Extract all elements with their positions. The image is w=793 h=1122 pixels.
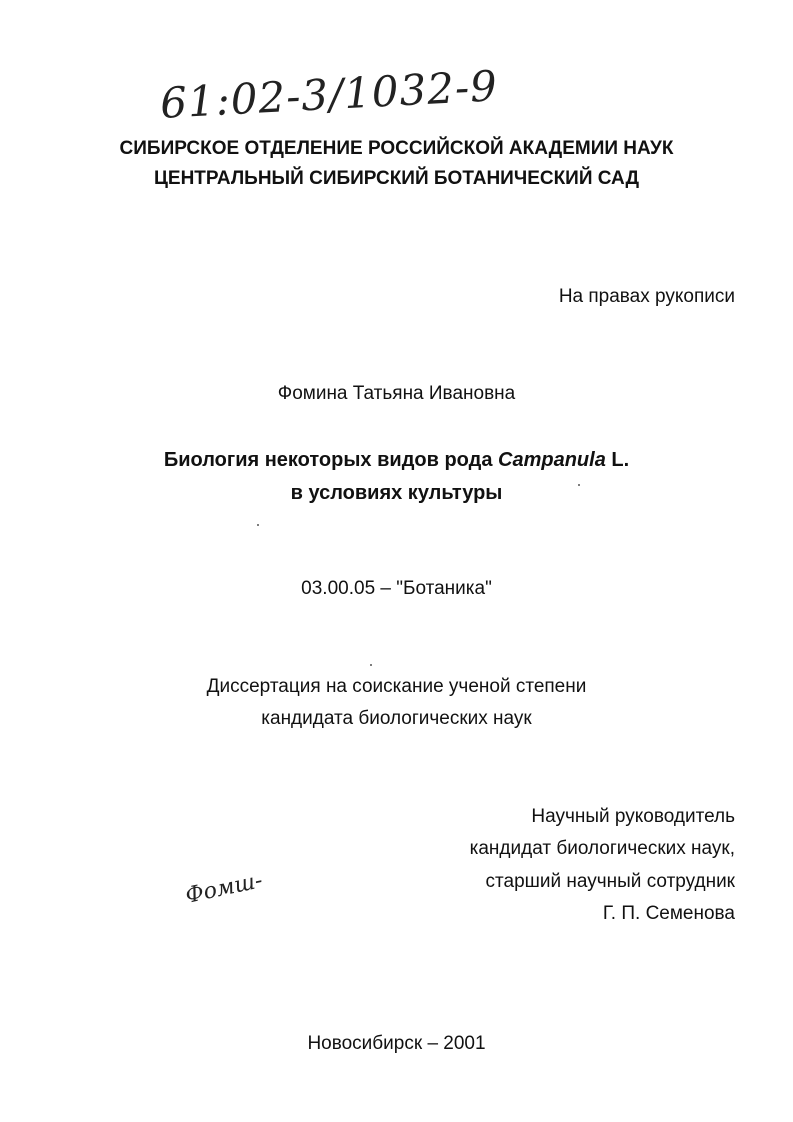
city-year: Новосибирск – 2001: [307, 1033, 486, 1054]
dissertation-line-2: кандидата биологических наук: [261, 708, 532, 729]
scan-speck: [370, 664, 372, 666]
author-name: Фомина Татьяна Ивановна: [277, 383, 516, 404]
supervisor-name: Г. П. Семенова: [602, 903, 735, 924]
thesis-title-line-2: в условиях культуры: [290, 482, 503, 504]
title-genus: Campanula: [498, 449, 606, 471]
org-line-2: ЦЕНТРАЛЬНЫЙ СИБИРСКИЙ БОТАНИЧЕСКИЙ САД: [154, 168, 639, 189]
rights-notice: На правах рукописи: [558, 286, 735, 307]
title-suffix: L.: [605, 449, 630, 471]
supervisor-role: Научный руководитель: [531, 806, 735, 827]
supervisor-position: старший научный сотрудник: [485, 871, 735, 892]
thesis-title-line-1: [0, 449, 793, 472]
specialty-code: 03.00.05 – "Ботаника": [301, 578, 492, 599]
scan-speck: [257, 524, 259, 526]
org-line-1: СИБИРСКОЕ ОТДЕЛЕНИЕ РОССИЙСКОЙ АКАДЕМИИ НАУК: [119, 138, 674, 159]
title-prefix: Биология некоторых видов рода: [163, 449, 499, 471]
dissertation-line-1: Диссертация на соискание ученой степени: [206, 676, 587, 697]
handwritten-signature: Фомш-: [183, 868, 265, 909]
supervisor-degree: кандидат биологических наук,: [469, 838, 735, 859]
handwritten-archive-code: 61:02-3/1032-9: [158, 61, 499, 128]
scan-speck: [578, 484, 580, 486]
